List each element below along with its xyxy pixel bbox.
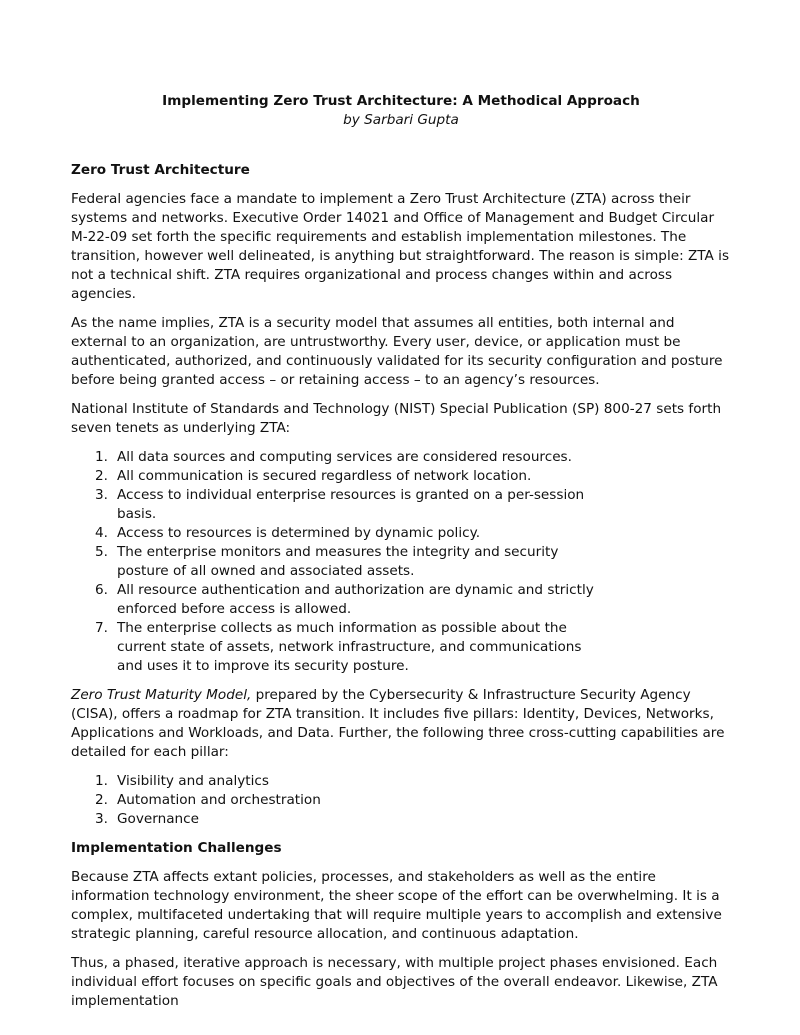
paragraph-text: prepared by the Cybersecurity & Infrastructure Security Agency (CISA), offers a roadmap for ZTA transition. It includes five pillars: Identity, Devices, Networks, Applications and Workloads, and Data. Further, the following three cross-cutting capabilities are detailed for each pillar: — [71, 687, 725, 760]
list-item-text: The enterprise monitors and measures the integrity and security posture of all owned and associated assets. — [117, 544, 559, 579]
document-title: Implementing Zero Trust Architecture: A Methodical Approach — [162, 93, 640, 109]
paragraph: National Institute of Standards and Technology (NIST) Special Publication (SP) 800-27 sets forth seven tenets as underlying ZTA: — [71, 401, 722, 436]
list-item-number: 6. — [95, 582, 108, 598]
list-item-number: 4. — [95, 525, 108, 541]
capabilities-list — [71, 772, 731, 829]
list-item-text: Access to resources is determined by dynamic policy. — [117, 525, 481, 541]
list-item-text: All data sources and computing services are considered resources. — [117, 449, 572, 465]
list-item-text: Automation and orchestration — [117, 792, 321, 808]
section-heading-zero-trust: Zero Trust Architecture — [71, 162, 250, 178]
list-item-text: The enterprise collects as much information as possible about the current state of assets, network infrastructure, and communications and uses it to improve its security posture. — [117, 620, 582, 674]
paragraph: As the name implies, ZTA is a security model that assumes all entities, both internal and external to an organization, are untrustworthy. Every user, device, or application must be authenticated, authorized, and continuously validated for its security configuration and posture before being granted access – or retaining access – to an agency’s resources. — [71, 315, 723, 388]
list-item — [71, 791, 607, 810]
list-item-text: Access to individual enterprise resources is granted on a per-session basis. — [117, 487, 585, 522]
list-item — [71, 810, 607, 829]
list-item-text: Governance — [117, 811, 200, 827]
list-item-number: 1. — [95, 449, 108, 465]
list-item — [71, 619, 607, 676]
maturity-model-title: Zero Trust Maturity Model, — [71, 687, 252, 703]
list-item-number: 5. — [95, 544, 108, 560]
list-item-number: 2. — [95, 468, 108, 484]
list-item-number: 3. — [95, 811, 108, 827]
document-author: by Sarbari Gupta — [343, 112, 459, 128]
list-item — [71, 772, 607, 791]
list-item-text: All communication is secured regardless of network location. — [117, 468, 532, 484]
list-item — [71, 524, 607, 543]
list-item — [71, 543, 607, 581]
list-item — [71, 486, 607, 524]
list-item-number: 7. — [95, 620, 108, 636]
list-item — [71, 448, 607, 467]
list-item — [71, 467, 607, 486]
paragraph: Because ZTA affects extant policies, processes, and stakeholders as well as the entire information technology environment, the sheer scope of the effort can be overwhelming. It is a complex, multifaceted undertaking that will require multiple years to accomplish and extensive strategic planning, careful resource allocation, and continuous adaptation. — [71, 869, 722, 942]
paragraph: Federal agencies face a mandate to implement a Zero Trust Architecture (ZTA) across their systems and networks. Executive Order 14021 and Office of Management and Budget Circular M-22-09 set forth the specific requirements and establish implementation milestones. The transition, however well delineated, is anything but straightforward. The reason is simple: ZTA is not a technical shift. ZTA requires organizational and process changes within and across agencies. — [71, 191, 730, 302]
list-item-number: 3. — [95, 487, 108, 503]
tenets-list — [71, 448, 731, 676]
list-item-text: All resource authentication and authorization are dynamic and strictly enforced before access is allowed. — [117, 582, 594, 617]
paragraph: Thus, a phased, iterative approach is necessary, with multiple project phases envisioned. Each individual effort focuses on specific goals and objectives of the overall endeavor. Likewise, ZTA implementation — [71, 955, 718, 1009]
document-page — [71, 92, 731, 1011]
title-block — [71, 92, 731, 130]
list-item-number: 2. — [95, 792, 108, 808]
section-heading-challenges: Implementation Challenges — [71, 840, 282, 856]
paragraph — [71, 686, 731, 762]
list-item-text: Visibility and analytics — [117, 773, 269, 789]
list-item-number: 1. — [95, 773, 108, 789]
list-item — [71, 581, 607, 619]
